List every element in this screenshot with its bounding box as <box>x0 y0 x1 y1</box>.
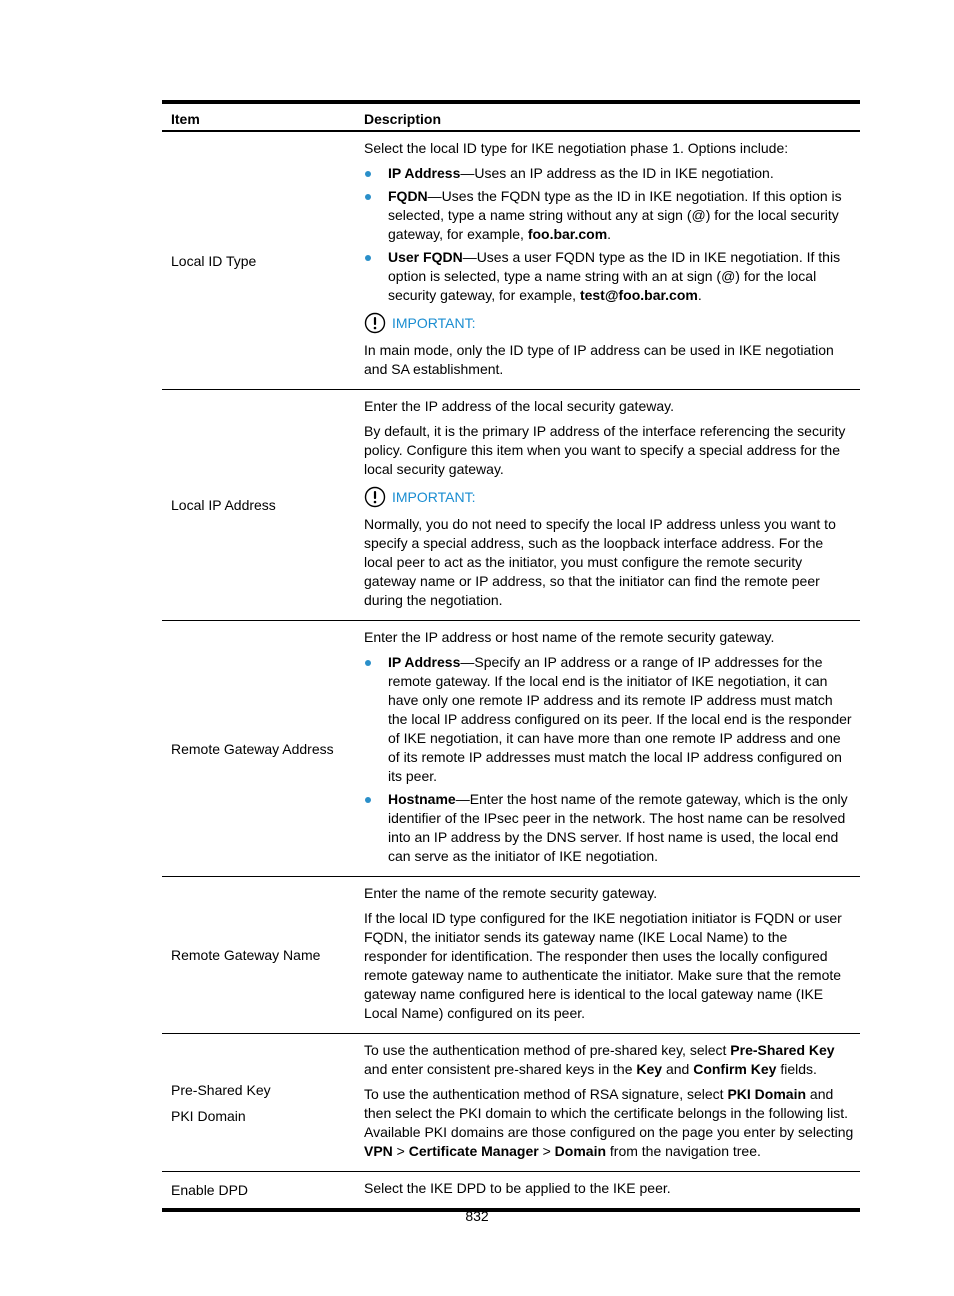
parameter-table <box>162 100 860 1212</box>
table-row-enable-dpd <box>162 1172 860 1208</box>
item-label: Enable DPD <box>171 1182 249 1198</box>
bullet-icon <box>365 660 371 666</box>
option-term: IP Address <box>388 654 461 670</box>
item-label: Local ID Type <box>171 252 257 269</box>
page-number: 832 <box>465 1208 489 1224</box>
option-term: Hostname <box>388 791 456 807</box>
table-row-local-ip-address <box>162 390 860 621</box>
important-label: IMPORTANT: <box>392 489 476 505</box>
bullet-icon <box>365 797 371 803</box>
bullet-icon <box>365 255 371 261</box>
list-item <box>364 187 854 244</box>
description-cell <box>355 1172 860 1208</box>
item-label: Local IP Address <box>171 497 276 513</box>
list-item <box>364 653 854 786</box>
option-term: FQDN <box>388 188 428 204</box>
description-text: Enter the name of the remote security gateway. <box>364 885 658 901</box>
description-cell <box>355 390 860 620</box>
item-label: Pre-Shared Key <box>171 1081 271 1098</box>
important-note <box>364 485 854 509</box>
option-term: IP Address <box>388 165 461 181</box>
description-cell <box>355 621 860 876</box>
description-intro: Enter the IP address or host name of the remote security gateway. <box>364 629 775 645</box>
option-text: —Specify an IP address or a range of IP addresses for the remote gateway. If the local end is the initiator of IKE negotiation, it can have only one remote IP address and its remote IP address must match the local IP address configured on its peer. If the local end is the responder of IKE negotiation, it can have more than one remote IP address and one of its remote IP addresses must match the local IP address configured on its peer. <box>388 654 852 784</box>
option-text: —Uses an IP address as the ID in IKE negotiation. <box>460 165 774 181</box>
option-text: —Enter the host name of the remote gateway, which is the only identifier of the IPsec peer in the network. The host name can be resolved into an IP address by the DNS server. If host name is used, the local end can serve as the initiator of IKE negotiation. <box>388 791 848 864</box>
option-end: . <box>607 226 612 242</box>
important-note <box>364 311 854 335</box>
exclamation-circle-icon <box>364 312 386 334</box>
header-description: Description <box>364 111 442 127</box>
description-text: Select the IKE DPD to be applied to the IKE peer. <box>364 1180 671 1196</box>
description-text: Enter the IP address of the local security gateway. <box>364 398 674 414</box>
description-cell <box>355 132 860 389</box>
description-text: To use the authentication method of pre-shared key, select Pre-Shared Key and enter consistent pre-shared keys in the Key and Confirm Key fields. <box>364 1042 835 1077</box>
item-label: PKI Domain <box>171 1107 246 1124</box>
exclamation-circle-icon <box>364 486 386 508</box>
table-row-remote-gateway-address <box>162 621 860 877</box>
bullet-icon <box>365 171 371 177</box>
description-text: If the local ID type configured for the IKE negotiation initiator is FQDN or user FQDN, the initiator sends its gateway name (IKE Local Name) to the responder for identification. The responder then uses the locally configured remote gateway name to authenticate the initiator. Make sure that the remote gateway name configured here is identical to the local gateway name (IKE Local Name) configured on its peer. <box>364 910 842 1021</box>
header-item: Item <box>171 111 200 127</box>
options-list <box>364 164 854 305</box>
table-header <box>162 104 860 132</box>
option-term: User FQDN <box>388 249 463 265</box>
description-cell <box>355 1034 860 1171</box>
option-text: —Uses a user FQDN type as the ID in IKE negotiation. If this option is selected, type a name string with an at sign (@) for the local security gateway, for example, <box>388 249 841 303</box>
item-label: Remote Gateway Address <box>171 740 334 757</box>
option-text: —Uses the FQDN type as the ID in IKE negotiation. If this option is selected, type a name string without any at sign (@) for the local security gateway, for example, <box>388 188 842 242</box>
table-row-remote-gateway-name <box>162 877 860 1034</box>
list-item <box>364 790 854 866</box>
option-example: test@foo.bar.com <box>579 287 698 303</box>
important-label: IMPORTANT: <box>392 315 476 331</box>
list-item <box>364 164 854 183</box>
list-item <box>364 248 854 305</box>
description-text: By default, it is the primary IP address of the interface referencing the security policy. Configure this item when you want to specify a special address for the local security gateway. <box>364 423 846 477</box>
item-label: Remote Gateway Name <box>171 947 321 963</box>
table-row-local-id-type <box>162 132 860 390</box>
option-end: . <box>697 287 702 303</box>
description-cell <box>355 877 860 1033</box>
important-text: In main mode, only the ID type of IP address can be used in IKE negotiation and SA establishment. <box>364 342 834 377</box>
table-row-pre-shared-key-pki-domain <box>162 1034 860 1172</box>
bullet-icon <box>365 194 371 200</box>
option-example: foo.bar.com <box>527 226 608 242</box>
description-text: To use the authentication method of RSA signature, select PKI Domain and then select the PKI domain to which the certificate belongs in the following list. Available PKI domains are those configured on the page you enter by selecting VPN > Certificate Manager > Domain from the navigation tree. <box>364 1086 854 1159</box>
description-intro: Select the local ID type for IKE negotiation phase 1. Options include: <box>364 140 789 156</box>
important-text: Normally, you do not need to specify the local IP address unless you want to specify a special address, such as the loopback interface address. For the local peer to act as the initiator, you must configure the remote security gateway name or IP address, so that the initiator can find the remote peer during the negotiation. <box>364 516 836 608</box>
options-list <box>364 653 854 866</box>
